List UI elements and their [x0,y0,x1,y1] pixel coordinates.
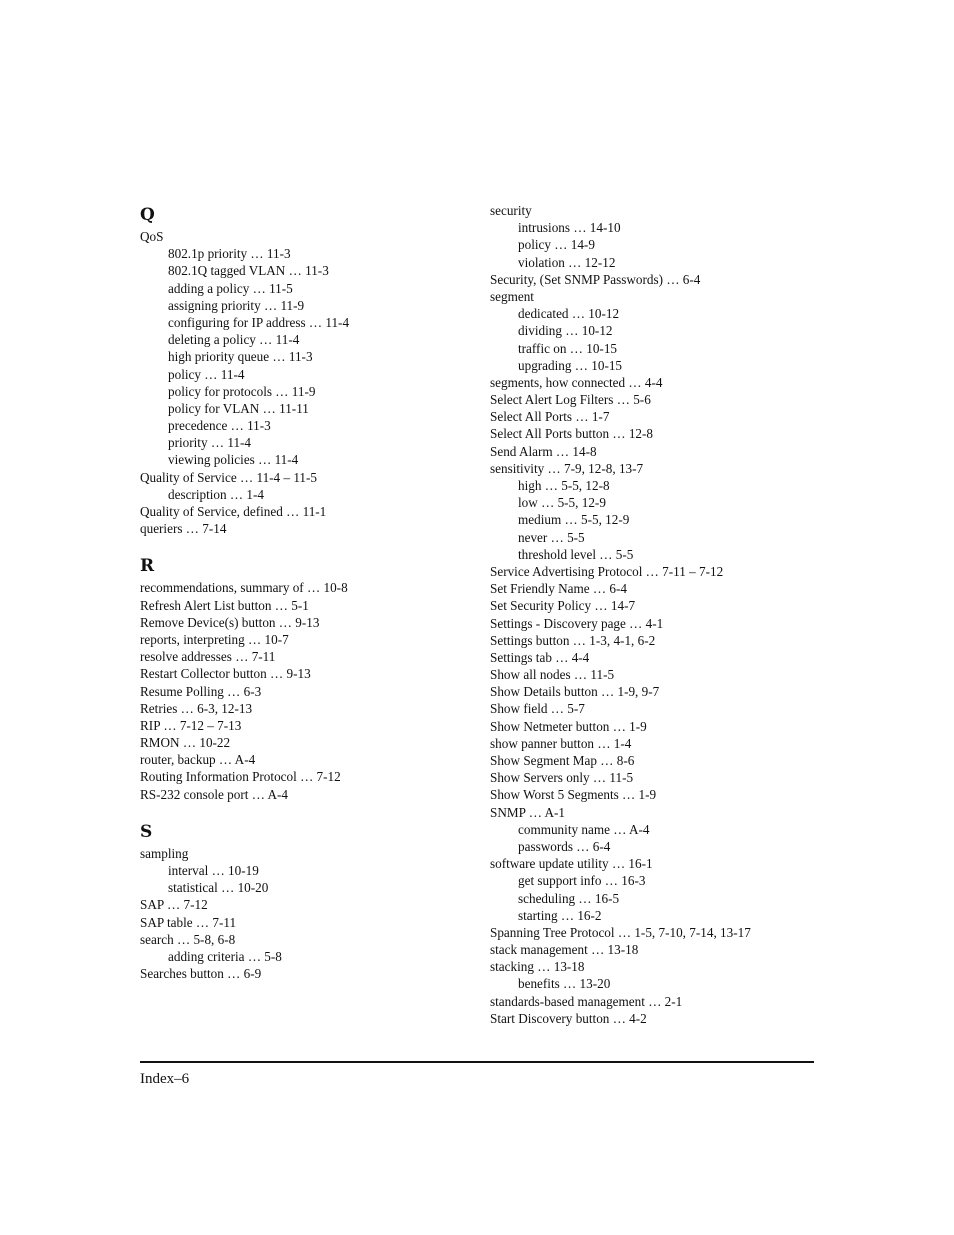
index-entry: SAP … 7-12 [140,897,208,913]
index-entry: Select Alert Log Filters … 5-6 [490,392,651,408]
index-entry: stacking … 13-18 [490,959,585,975]
index-subentry: interval … 10-19 [168,863,259,878]
index-subentry: intrusions … 14-10 [518,220,621,236]
index-entry: Start Discovery button … 4-2 [490,1010,647,1026]
index-subentry: deleting a policy … 11-4 [168,332,300,348]
index-entry: Settings tab … 4-4 [490,649,590,665]
index-entry: software update utility … 16-1 [490,856,653,872]
index-column-right [490,202,820,1027]
index-subentry: adding criteria … 5-8 [168,948,282,964]
index-subentry: description … 1-4 [168,486,264,502]
index-subentry: community name … A-4 [518,821,650,837]
index-subentry: 802.1p priority … 11-3 [168,246,291,262]
index-entry: Quality of Service … 11-4 – 11-5 [140,469,318,485]
index-entry: show panner button … 1-4 [490,735,632,751]
index-entry: Show Worst 5 Segments … 1-9 [490,787,657,803]
index-entry: resolve addresses … 7-11 [140,649,276,665]
index-subentry: benefits … 13-20 [518,976,611,992]
index-entry: Retries … 6-3, 12-13 [140,700,253,716]
index-subentry: violation … 12-12 [518,254,616,270]
index-entry: Set Friendly Name … 6-4 [490,581,627,597]
index-entry: SAP table … 7-11 [140,914,237,930]
index-subentry: priority … 11-4 [168,435,252,451]
index-entry: Show Details button … 1-9, 9-7 [490,684,660,700]
index-entry: RS-232 console port … A-4 [140,786,288,802]
index-entry: reports, interpreting … 10-7 [140,631,289,647]
index-subentry: precedence … 11-3 [168,418,271,434]
index-entry: Show all nodes … 11-5 [490,667,615,683]
index-entry: standards-based management … 2-1 [490,993,683,1009]
footer-rule [140,1061,814,1063]
index-entry: Resume Polling … 6-3 [140,683,262,699]
index-entry: Settings button … 1-3, 4-1, 6-2 [490,632,656,648]
index-entry: Show Netmeter button … 1-9 [490,718,647,734]
index-entry: QoS [140,229,164,244]
index-subentry: passwords … 6-4 [518,838,611,854]
index-entry: RMON … 10-22 [140,735,231,751]
section-spacer [140,803,470,819]
index-entry: sensitivity … 7-9, 12-8, 13-7 [490,460,644,476]
index-entry: Send Alarm … 14-8 [490,443,597,459]
index-subentry: 802.1Q tagged VLAN … 11-3 [168,263,329,279]
index-subentry: policy … 11-4 [168,366,245,382]
index-subentry: adding a policy … 11-5 [168,280,293,296]
index-subentry: dividing … 10-12 [518,323,613,339]
index-entry: Restart Collector button … 9-13 [140,666,311,682]
index-entry: Searches button … 6-9 [140,966,262,982]
index-subentry: statistical … 10-20 [168,880,269,896]
index-subentry: never … 5-5 [518,529,585,545]
index-subentry: policy … 14-9 [518,237,595,253]
index-subentry: traffic on … 10-15 [518,340,618,356]
index-subentry: medium … 5-5, 12-9 [518,512,630,528]
section-letter: S [140,821,153,842]
index-entry: Remove Device(s) button … 9-13 [140,614,320,630]
index-entry: Refresh Alert List button … 5-1 [140,597,309,613]
index-entry: sampling [140,845,189,861]
index-subentry: threshold level … 5-5 [518,546,634,562]
index-subentry: policy for VLAN … 11-11 [168,400,309,416]
index-entry: Settings - Discovery page … 4-1 [490,615,664,631]
index-subentry: viewing policies … 11-4 [168,452,299,468]
index-entry: Select All Ports button … 12-8 [490,426,654,442]
index-subentry: starting … 16-2 [518,907,602,923]
index-subentry: dedicated … 10-12 [518,306,620,322]
page-number: Index–6 [140,1071,190,1087]
index-subentry: configuring for IP address … 11-4 [168,314,350,330]
section-letter: Q [140,205,155,225]
index-subentry: policy for protocols … 11-9 [168,383,316,399]
index-entry: SNMP … A-1 [490,804,565,820]
section-letter: R [140,556,155,577]
index-entry: Show Segment Map … 8-6 [490,753,635,768]
index-entry: queriers … 7-14 [140,521,227,537]
index-entry: segment [490,288,534,304]
index-entry: Spanning Tree Protocol … 1-5, 7-10, 7-14, 13-17 [490,924,751,940]
section-spacer [140,537,470,553]
index-entry: Select All Ports … 1-7 [490,409,610,425]
index-entry: security [490,203,532,218]
index-subentry: high priority queue … 11-3 [168,349,313,365]
index-entry: Security, (Set SNMP Passwords) … 6-4 [490,271,701,287]
index-subentry: scheduling … 16-5 [518,890,620,906]
index-entry: Routing Information Protocol … 7-12 [140,769,341,785]
index-entry: Quality of Service, defined … 11-1 [140,504,327,519]
index-column-left [140,202,470,982]
index-entry: Set Security Policy … 14-7 [490,598,636,614]
index-subentry: upgrading … 10-15 [518,357,623,373]
index-subentry: get support info … 16-3 [518,873,646,889]
index-subentry: assigning priority … 11-9 [168,297,305,313]
index-entry: router, backup … A-4 [140,752,256,768]
index-subentry: low … 5-5, 12-9 [518,495,606,511]
index-entry: Show Servers only … 11-5 [490,770,634,786]
index-entry: stack management … 13-18 [490,942,639,958]
index-entry: Show field … 5-7 [490,701,585,717]
index-entry: RIP … 7-12 – 7-13 [140,717,242,733]
index-entry: Service Advertising Protocol … 7-11 – 7-12 [490,563,724,579]
index-subentry: high … 5-5, 12-8 [518,478,610,493]
index-entry: search … 5-8, 6-8 [140,931,236,947]
index-entry: recommendations, summary of … 10-8 [140,580,348,596]
index-entry: segments, how connected … 4-4 [490,374,663,390]
